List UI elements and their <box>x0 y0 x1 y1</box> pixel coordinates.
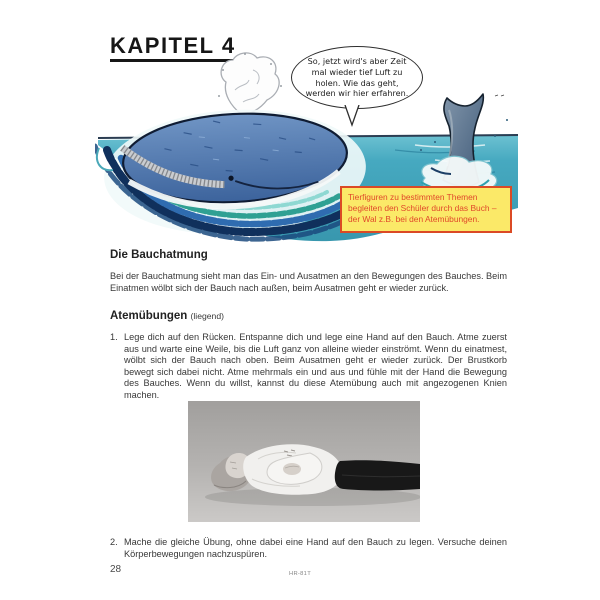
atemuebungen-suffix: (liegend) <box>190 311 224 321</box>
annotation-text: Tierfiguren zu bestimmten Themen begleiten den Schüler durch das Buch – der Wal z.B. bei den Atemübungen. <box>348 192 497 225</box>
section-heading-atemuebungen <box>110 310 224 322</box>
speech-bubble-tail <box>344 105 360 127</box>
item-number: 1. <box>110 332 118 342</box>
exercise-item-1 <box>110 332 507 402</box>
bauchatmung-paragraph: Bei der Bauchatmung sieht man das Ein- und Ausatmen an den Bewegungen des Bauches. Beim Einatmen wölbt sich der Bauch nach außen, beim Ausatmen geht er wieder zurück. <box>110 271 507 293</box>
atemuebungen-title: Atemübungen <box>110 310 188 322</box>
item-text: Mache die gleiche Übung, ohne dabei eine Hand auf den Bauch zu legen. Versuche deinen Körperbewegungen nachzuspüren. <box>124 537 507 559</box>
section-heading-bauchatmung: Die Bauchatmung <box>110 249 208 261</box>
footer-code: HR-81T <box>288 571 312 577</box>
speech-bubble-text: So, jetzt wird's aber Zeit mal wieder tief Luft zu holen. Wie das geht, werden wir hier erfahren. <box>305 56 409 99</box>
annotation-box <box>340 186 512 233</box>
whale-spout-icon <box>218 53 282 114</box>
exercise-photo <box>188 401 420 522</box>
exercise-photo-svg <box>188 401 420 522</box>
speech-bubble <box>291 46 423 109</box>
chapter-title: KAPITEL 4 <box>110 34 240 62</box>
item-text: Lege dich auf den Rücken. Entspanne dich und lege eine Hand auf den Bauch. Atme zuerst aus und warte eine Weile, bis die Luft ganz von alleine wieder einströmt. Wenn du einatmest, wölbt sich der Bauch nach oben. Beim Ausatmen geht er wieder zurück. Der Brustkorb bewegt sich dabei nicht. Atme mehrmals ein und aus und fühle mit der Hand die Bewegung des Bauches. Wenn du willst, kannst du diese Atemübung auch mit angezogenen Knien machen. <box>124 332 507 400</box>
page-number: 28 <box>110 564 122 575</box>
item-number: 2. <box>110 537 118 547</box>
exercise-item-2 <box>110 537 507 560</box>
